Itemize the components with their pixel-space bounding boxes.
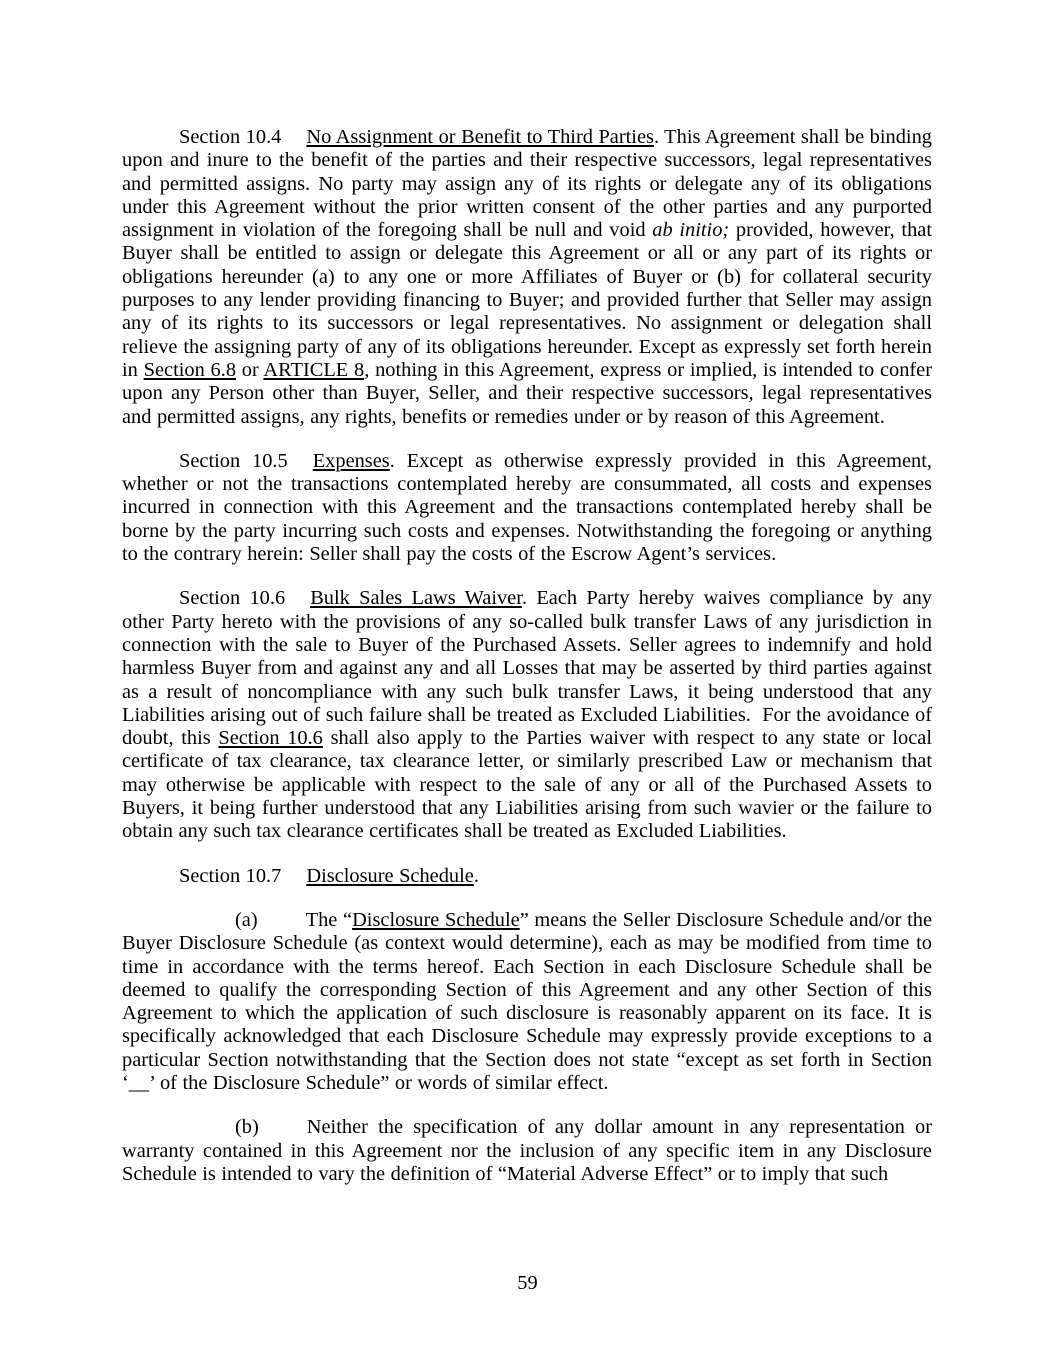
text-run: Section 10.4: [179, 126, 282, 148]
text-run: . Each Party hereby waives compliance by any other Party hereto with the provisions of any so-called bulk transfer Laws of any jurisdiction in connection with the sale to Buyer of the Purchased Assets. Seller agrees to indemnify and hold harmless Buyer from and against any and all Losses that may be asserted by third parties against as a result of noncompliance with any such bulk transfer Laws, it being understood that any Liabilities arising out of such failure shall be treated as Excluded Liabilities. For the avoidance of doubt, this: [122, 587, 932, 750]
text-run: , nothing in this Agreement, express or implied, is intended to confer upon any Person other than Buyer, Seller, and their respective successors, legal representatives and permitted assigns, any rights, benefits or remedies under or by reason of this Agreement.: [122, 358, 933, 428]
text-run: shall also apply to the Parties waiver with respect to any state or local certificate of tax clearance, tax clearance letter, or similarly prescribed Law or mechanism that may otherwise be applicable with respect to the sale of any or all of the Purchased Assets to Buyers, it being further understood that any Liabilities arising from such wavier or the failure to obtain any such tax clearance certificates shall be treated as Excluded Liabilities.: [122, 727, 932, 843]
text-run: Disclosure Schedule: [306, 864, 474, 887]
text-run: Disclosure Schedule: [352, 908, 520, 931]
text-run: No Assignment or Benefit to Third Parties: [306, 126, 654, 148]
text-run: . Except as otherwise expressly provided in this Agreement, whether or not the transactions contemplated hereby are consummated, all costs and expenses incurred in connection with this Agreement and the transactions contemplated hereby shall be borne by the party incurring such costs and expenses. Notwithstanding the foregoing or anything to the contrary herein: Seller shall pay the costs of the Escrow Agent’s services.: [122, 449, 932, 566]
text-run: Section 10.6: [218, 727, 323, 750]
paragraph-section-10-5: [122, 450, 932, 566]
document-body: [122, 126, 932, 1207]
text-run: ” means the Seller Disclosure Schedule and/or the Buyer Disclosure Schedule (as context would determine), each as may be modified from time to time in accordance with the terms hereof. Each Section in each Disclosure Schedule shall be deemed to qualify the corresponding Section of this Agreement and any other Section of this Agreement to which the application of such disclosure is reasonably apparent on its face. It is specifically acknowledged that each Disclosure Schedule may expressly provide exceptions to a particular Section notwithstanding that the Section does not state “except as set forth in Section ‘__’ of the Disclosure Schedule” or words of similar effect.: [122, 908, 932, 1094]
text-run: Section 10.6: [179, 587, 286, 610]
text-run: The “: [305, 908, 353, 931]
paragraph-section-10-7: [122, 865, 932, 888]
text-run: (a): [235, 908, 258, 931]
text-run: provided, however, that Buyer shall be entitled to assign or delegate this Agreement or all or any part of its rights or obligations hereunder (a) to any one or more Affiliates of Buyer or (b) for collateral security purposes to any lender providing financing to Buyer; and provided further that Seller may assign any of its rights to its successors or legal representatives. No assignment or delegation shall relieve the assigning party of any of its obligations hereunder. Except as expressly set forth herein in: [122, 219, 932, 381]
text-run: . This Agreement shall be binding upon and inure to the benefit of the parties and their respective successors, legal representatives and permitted assigns. No party may assign any of its rights or delegate any of its obligations under this Agreement without the prior written consent of the other parties and any purported assignment in violation of the foregoing shall be null and void: [122, 126, 932, 242]
text-run: .: [473, 864, 479, 887]
page-number: 59: [517, 1272, 538, 1294]
text-run: Section 10.7: [179, 864, 282, 887]
text-run: or: [236, 358, 264, 381]
text-run: (b): [235, 1116, 259, 1139]
paragraph-10-7-b: [122, 1116, 932, 1186]
text-run: Neither the specification of any dollar amount in any representation or warranty contained in this Agreement nor the inclusion of any specific item in any Disclosure Schedule is intended to vary the definition of “Material Adverse Effect” or to imply that such: [122, 1116, 932, 1185]
text-run: Section 10.5: [179, 449, 288, 472]
text-run: ARTICLE 8: [263, 358, 365, 381]
paragraph-section-10-4: [122, 126, 932, 429]
text-run: Expenses: [312, 449, 390, 472]
text-run: Bulk Sales Laws Waiver: [310, 587, 522, 610]
text-run: ab initio;: [652, 219, 730, 242]
text-run: Section 6.8: [143, 358, 237, 381]
paragraph-section-10-6: [122, 587, 932, 843]
paragraph-10-7-a: [122, 909, 932, 1095]
